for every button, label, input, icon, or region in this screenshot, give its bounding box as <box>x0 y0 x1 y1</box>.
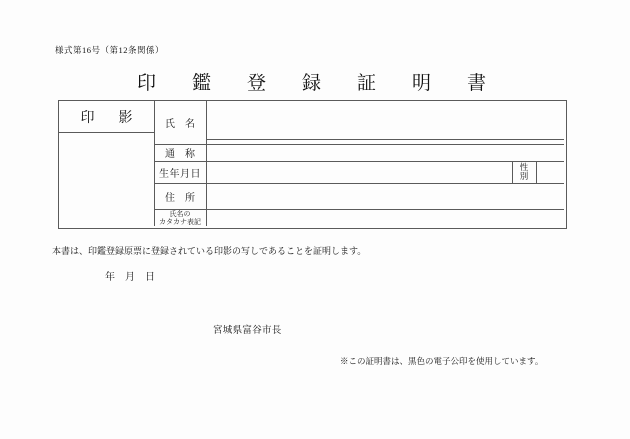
name-katakana-label <box>154 209 206 226</box>
alias-label: 通 称 <box>165 149 195 160</box>
registration-table <box>58 100 567 229</box>
form-number: 様式第16号（第12条関係） <box>55 45 165 55</box>
name-katakana-value-cell <box>206 209 564 226</box>
alias-value-cell <box>206 144 564 161</box>
seal-impression-label: 印 影 <box>80 110 138 126</box>
gender-label-line1: 性 <box>519 162 529 172</box>
issue-date-placeholder: 年 月 日 <box>105 272 155 283</box>
birthdate-label: 生年月日 <box>159 168 201 180</box>
electronic-seal-footnote: ※この証明書は、黒色の電子公印を使用しています。 <box>340 356 544 366</box>
name-katakana-label-line1: 氏名の <box>169 209 191 218</box>
seal-impression-area <box>59 132 154 226</box>
page-title: 印鑑登録証明書 <box>136 73 522 94</box>
gender-value-cell <box>536 161 564 183</box>
name-value-cell <box>206 101 564 139</box>
name-katakana-label-line2: カタカナ表記 <box>159 217 201 226</box>
birthdate-value-cell <box>206 161 512 183</box>
certification-statement: 本書は、印鑑登録原票に登録されている印影の写しであることを証明します。 <box>52 246 367 256</box>
address-value-cell <box>206 183 564 209</box>
address-label: 住 所 <box>165 192 195 204</box>
name-label: 氏 名 <box>165 119 195 130</box>
gender-label-line2: 別 <box>519 171 529 181</box>
gender-label <box>512 161 536 183</box>
issuer-name: 宮城県富谷市長 <box>213 326 282 336</box>
